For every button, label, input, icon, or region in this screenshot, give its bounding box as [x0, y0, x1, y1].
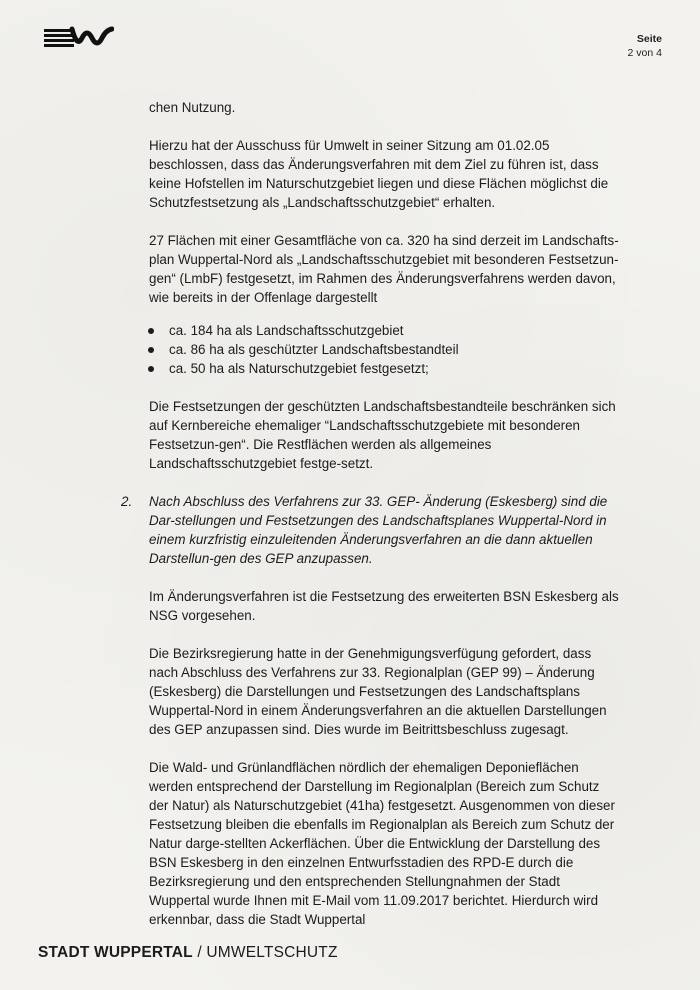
paragraph: 27 Flächen mit einer Gesamtfläche von ca. 320 ha sind derzeit im Landschafts-plan Wuppertal-Nord als „Landschaftsschutzgebiet mit besonderen Festsetzun-gen“ (LmbF) festgesetzt, im Rahmen des Änderungsverfahrens werden davon, wie bereits in der Offenlage dargestellt [149, 233, 619, 305]
page-count: 2 von 4 [627, 47, 662, 59]
item-number: 2. [121, 494, 133, 509]
paragraph: Die Bezirksregierung hatte in der Genehmigungsverfügung gefordert, dass nach Abschluss des Verfahrens zur 33. Regionalplan (GEP 99) – Änderung (Eskesberg) die Darstellungen und Festsetzungen des Landschaftsplans Wuppertal-Nord in einem Änderungsverfahren an die aktuellen Darstellungen des GEP anzupassen sind. Dies wurde im Beitrittsbeschluss zugesagt. [149, 646, 607, 737]
numbered-item [121, 492, 619, 568]
paragraph: Im Änderungsverfahren ist die Festsetzung des erweiterten BSN Eskesberg als NSG vorgesehen. [149, 589, 619, 623]
list-item: ca. 50 ha als Naturschutzgebiet festgesetzt; [149, 359, 619, 378]
footer-org: STADT WUPPERTAL [38, 944, 193, 961]
body-text [121, 98, 619, 948]
list-item: ca. 86 ha als geschützter Landschaftsbestandteil [149, 340, 619, 359]
paragraph: chen Nutzung. [149, 100, 236, 115]
list-item: ca. 184 ha als Landschaftsschutzgebiet [149, 321, 619, 340]
paragraph: Hierzu hat der Ausschuss für Umwelt in seiner Sitzung am 01.02.05 beschlossen, dass das Änderungsverfahren mit dem Ziel zu führen ist, dass keine Hofstellen im Naturschutzgebiet liegen und diese Flächen möglichst die Schutzfestsetzung als „Landschaftsschutzgebiet“ erhalten. [149, 138, 609, 210]
page-label: Seite [636, 33, 662, 45]
bullet-list [149, 321, 619, 378]
wuppertal-logo-icon [44, 26, 114, 50]
paragraph: Die Festsetzungen der geschützten Landschaftsbestandteile beschränken sich auf Kernbereiche ehemaliger “Landschaftsschutzgebiete mit besonderen Festsetzun-gen“. Die Restflächen werden als allgemeines Landschaftsschutzgebiet festge-setzt. [149, 399, 616, 471]
page-number [628, 32, 662, 60]
footer-separator: / [192, 944, 207, 961]
footer [38, 944, 338, 962]
footer-dept: UMWELTSCHUTZ [206, 944, 338, 961]
paragraph: Die Wald- und Grünlandflächen nördlich der ehemaligen Deponieflächen werden entsprechend der Darstellung im Regionalplan (Bereich zum Schutz der Natur) als Naturschutzgebiet (41ha) festgesetzt. Ausgenommen von dieser Festsetzung bleiben die ebenfalls im Regionalplan als Bereich zum Schutz der Natur darge-stellten Ackerflächen. Über die Entwicklung der Darstellung des BSN Eskesberg in den einzelnen Entwurfsstadien des RPD-E durch die Bezirksregierung und den entsprechenden Stellungnahmen der Stadt Wuppertal wurde Ihnen mit E-Mail vom 11.09.2017 berichtet. Hierdurch wird erkennbar, dass die Stadt Wuppertal [149, 760, 615, 927]
item-text: Nach Abschluss des Verfahrens zur 33. GEP- Änderung (Eskesberg) sind die Dar-stellungen und Festsetzungen des Landschaftsplanes Wuppertal-Nord in einem kurzfristig einzuleitenden Änderungsverfahren an die dann aktuellen Darstellun-gen des GEP anzupassen. [149, 494, 608, 566]
